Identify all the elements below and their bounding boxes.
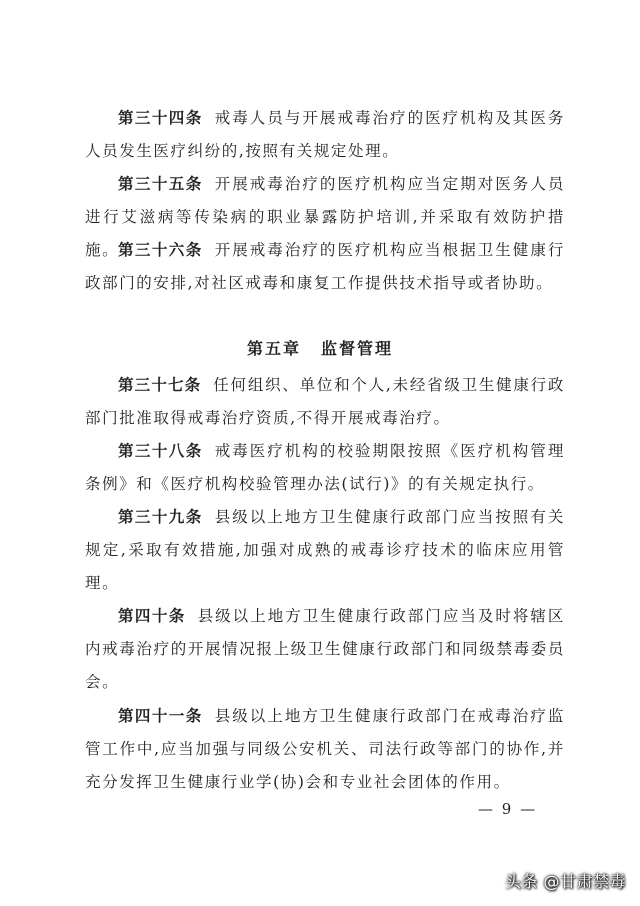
article-number: 第三十五条 [118, 175, 203, 193]
article-number: 第三十四条 [118, 109, 203, 127]
watermark: 头条 @甘肃禁毒 [504, 872, 626, 891]
article-number: 第四十一条 [118, 707, 203, 725]
article-number: 第三十七条 [118, 376, 202, 394]
chapter-title: 监督管理 [321, 339, 394, 358]
article-34 [85, 102, 565, 168]
article-text: 开展戒毒治疗的医疗机构应当根据卫生健康行政部门的安排,对社区戒毒和康复工作提供技术指导或者协助。 [85, 241, 565, 292]
article-40 [85, 600, 565, 699]
article-text: 开展戒毒治疗的医疗机构应当定期对医务人员进行艾滋病等传染病的职业暴露防护培训,并采取有效防护措施。 [85, 175, 565, 259]
article-text: 县级以上地方卫生健康行政部门在戒毒治疗监管工作中,应当加强与同级公安机关、司法行政等部门的协作,并充分发挥卫生健康行业学(协)会和专业社会团体的作用。 [85, 707, 565, 791]
article-number: 第三十九条 [118, 508, 203, 526]
article-text: 县级以上地方卫生健康行政部门应当及时将辖区内戒毒治疗的开展情况报上级卫生健康行政部门和同级禁毒委员会。 [85, 607, 565, 691]
article-38 [85, 435, 565, 501]
article-number: 第三十六条 [118, 241, 203, 259]
article-text: 戒毒医疗机构的校验期限按照《医疗机构管理条例》和《医疗机构校验管理办法(试行)》的有关规定执行。 [85, 442, 565, 493]
page-number: — 9 — [478, 800, 538, 818]
article-text: 任何组织、单位和个人,未经省级卫生健康行政部门批准取得戒毒治疗资质,不得开展戒毒治疗。 [85, 376, 565, 427]
article-41 [85, 700, 565, 799]
article-text: 戒毒人员与开展戒毒治疗的医疗机构及其医务人员发生医疗纠纷的,按照有关规定处理。 [85, 109, 565, 160]
article-text: 县级以上地方卫生健康行政部门应当按照有关规定,采取有效措施,加强对成熟的戒毒诊疗技术的临床应用管理。 [85, 508, 565, 592]
chapter-heading [0, 336, 640, 359]
article-number: 第四十条 [118, 607, 186, 625]
chapter-number: 第五章 [246, 339, 301, 358]
article-number: 第三十八条 [118, 442, 203, 460]
article-39 [85, 501, 565, 600]
article-36 [85, 234, 565, 300]
article-37 [85, 369, 565, 435]
